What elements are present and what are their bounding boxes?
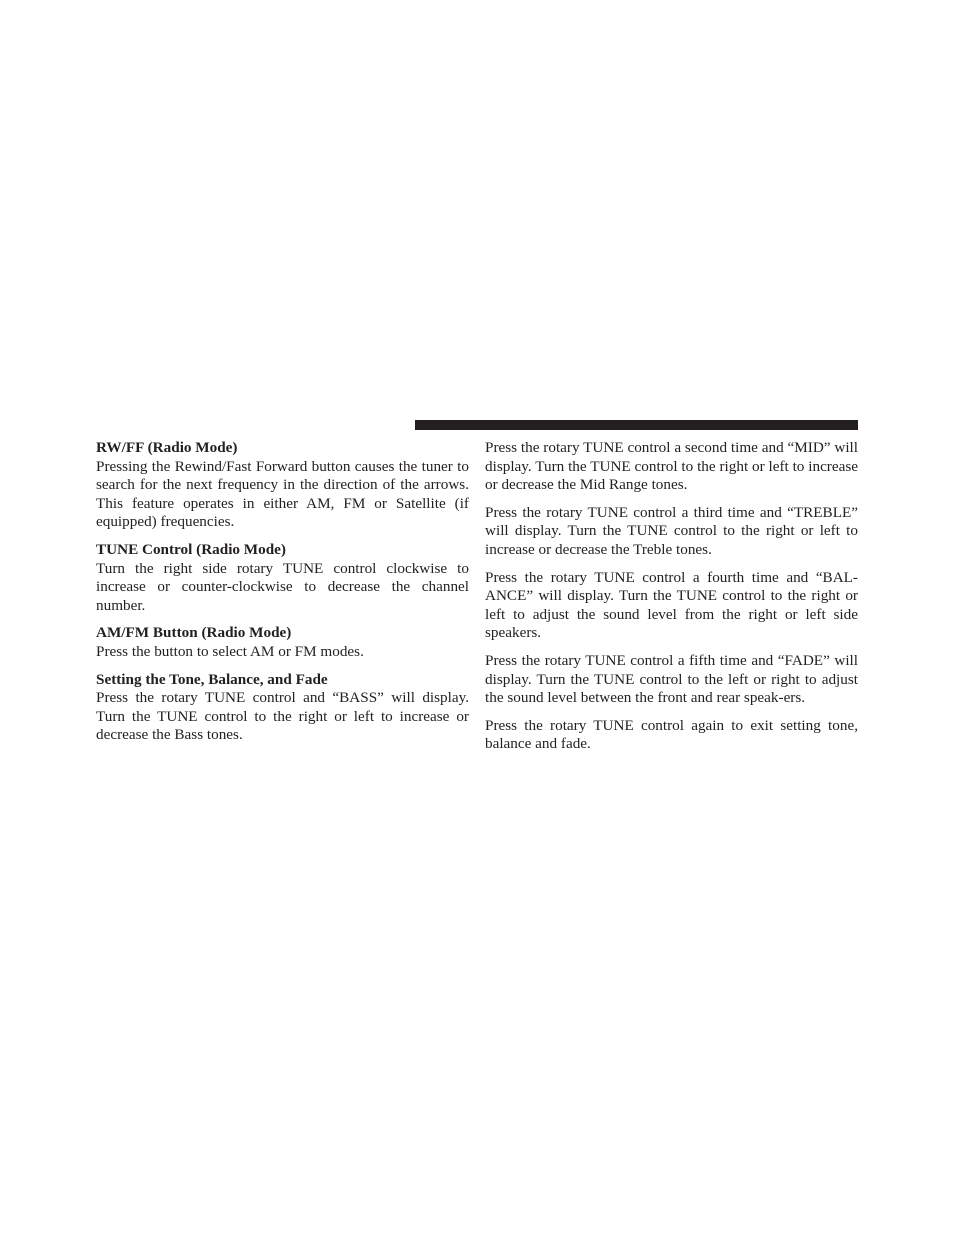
section-body: Pressing the Rewind/Fast Forward button causes the tuner to search for the next frequency in the direction of the arrows. This feature operates in either AM, FM or Satellite (if equipped) frequencies.	[96, 457, 469, 531]
paragraph-balance: Press the rotary TUNE control a fourth time and “BAL-ANCE” will display. Turn the TUNE control to the right or left to adjust the sound level from the right or left side speakers.	[485, 568, 858, 642]
section-rw-ff	[96, 439, 469, 532]
paragraph-mid: Press the rotary TUNE control a second time and “MID” will display. Turn the TUNE control to the right or left to increase or decrease the Mid Range tones.	[485, 439, 858, 494]
paragraph-fade: Press the rotary TUNE control a fifth time and “FADE” will display. Turn the TUNE control to the left or right to adjust the sound level between the front and rear speak-ers.	[485, 651, 858, 707]
section-body: Turn the right side rotary TUNE control clockwise to increase or counter-clockwise to decrease the channel number.	[96, 559, 469, 614]
section-tune-control	[96, 541, 469, 615]
section-body: Press the rotary TUNE control and “BASS” will display. Turn the TUNE control to the right or left to increase or decrease the Bass tones.	[96, 689, 469, 744]
section-heading: Setting the Tone, Balance, and Fade	[96, 670, 328, 688]
header-rule-bar	[415, 420, 858, 430]
paragraph-exit: Press the rotary TUNE control again to exit setting tone, balance and fade.	[485, 716, 858, 753]
section-heading: TUNE Control (Radio Mode)	[96, 540, 286, 558]
left-column	[96, 439, 469, 754]
right-column	[485, 439, 858, 763]
section-body: Press the button to select AM or FM modes.	[96, 642, 364, 660]
paragraph-treble: Press the rotary TUNE control a third time and “TREBLE” will display. Turn the TUNE control to the right or left to increase or decrease the Treble tones.	[485, 503, 858, 558]
section-tone-balance-fade	[96, 671, 469, 745]
section-heading: RW/FF (Radio Mode)	[96, 439, 238, 456]
section-am-fm-button	[96, 624, 469, 661]
section-heading: AM/FM Button (Radio Mode)	[96, 624, 292, 642]
